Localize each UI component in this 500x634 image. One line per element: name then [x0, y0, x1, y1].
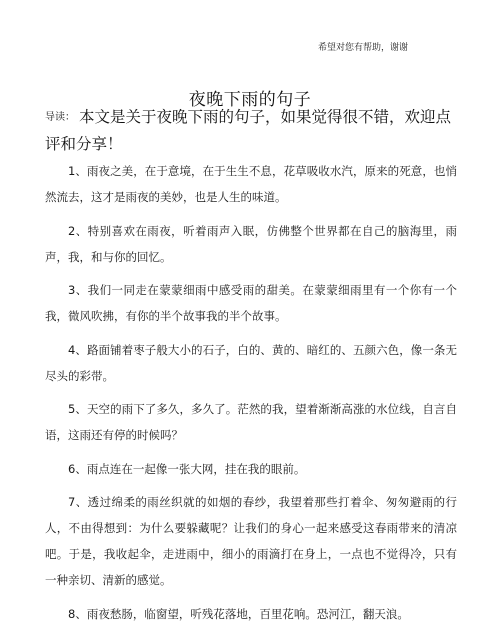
paragraph-1: 1、雨夜之美，在于意境，在于生生不息，花草吸收水汽，原来的死意，也悄然流去，这才是雨夜的美妙，也是人生的味道。 — [45, 164, 457, 204]
paragraph-4: 4、路面铺着枣子般大小的石子，白的、黄的、暗红的、五颜六色，像一条无尽头的彩带。 — [45, 342, 457, 383]
paragraph-5: 5、天空的雨下了多久，多久了。茫然的我，望着渐渐高涨的水位线，自言自语，这雨还有停的时候吗？ — [45, 402, 457, 442]
intro-lead: 导读： — [45, 112, 75, 123]
body-text — [45, 158, 457, 634]
paragraph-6: 6、雨点连在一起像一张大网，挂在我的眼前。 — [68, 461, 306, 476]
header-note: 希望对您有帮助，谢谢 — [317, 43, 408, 53]
paragraph-3: 3、我们一同走在蒙蒙细雨中感受雨的甜美。在蒙蒙细雨里有一个你有一个我，微风吹拂，有你的半个故事我的半个故事。 — [45, 283, 457, 323]
intro-paragraph — [45, 104, 457, 158]
paragraph-2: 2、特别喜欢在雨夜，听着雨声入眠，仿佛整个世界都在自己的脑海里，雨声，我，和与你的回忆。 — [45, 223, 457, 264]
intro-text: 本文是关于夜晚下雨的句子，如果觉得很不错，欢迎点 评和分享！ — [45, 108, 452, 153]
paragraph-7: 7、透过绵柔的雨丝织就的如烟的春纱，我望着那些打着伞、匆匆避雨的行人，不由得想到：为什么要躲藏呢？让我们的身心一起来感受这春雨带来的清凉吧。于是，我收起伞，走进雨中，细小的雨滴打在身上，一点也不觉得冷，只有一种亲切、清新的感觉。 — [45, 495, 457, 587]
paragraph-8: 8、雨夜愁肠，临窗望，听残花落地，百里花响。恐河江，翻天浪。 — [68, 606, 409, 621]
page-title: 夜晚下雨的句子 — [188, 90, 312, 111]
